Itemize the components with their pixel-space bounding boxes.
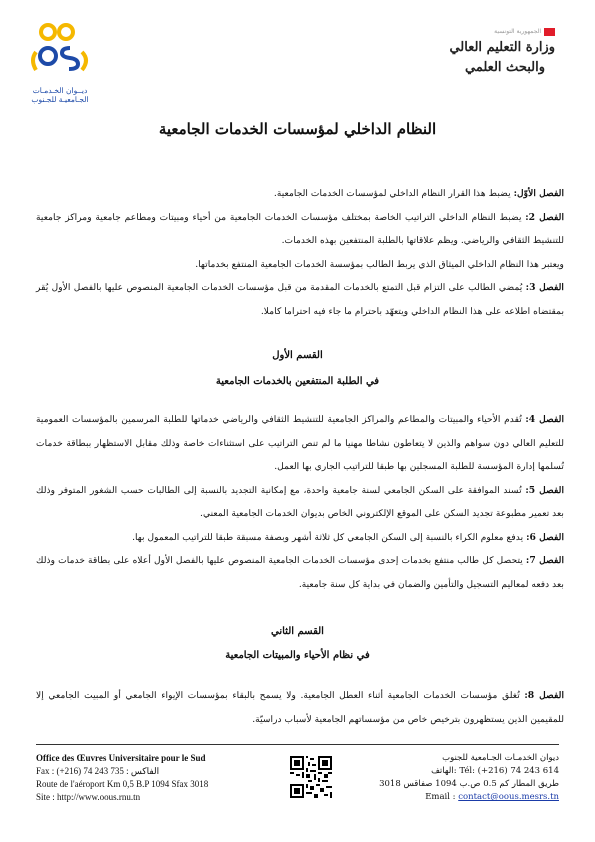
oous-logo-graphic	[28, 22, 108, 82]
article-5-text: تُسند الموافقة على السكن الجامعي لسنة جامعية واحدة، مع إمكانية التجديد بالنسبة إلى الطالبات حسب الشغور المتوفر وذلك بعد تعمير مطبوعة تجديد السكن على الموقع الإلكتروني الخاص بديوان الخدمات الجامعية المعني.	[36, 484, 564, 519]
article-3-text: يُمضي الطالب على التزام قبل التمتع بالخدمات المقدمة من قبل مؤسسات الخدمات الجامعية المنصوص عليها بالفصل الأول يُقر بمقتضاه اطلاعه على هذا النظام الداخلي ويتعهّد باحترام ما جاء فيه احتراما كاملا.	[36, 282, 564, 317]
footer-email-row	[349, 791, 559, 804]
footer-org-fr: Office des Œuvres Universitaire pour le Sud	[36, 753, 206, 763]
article-2-text: يضبط النظام الداخلي التراتيب الخاصة بمختلف مؤسسات الخدمات الجامعية من أحياء ومبيتات ومطاعم جامعية ومراكز جامعية للتنشيط الثقافي والرياضي. ويظم علاقاتها بالطلبة المنتفعين بهذه الخدمات.	[36, 211, 564, 246]
article-8	[36, 684, 564, 731]
article-4-label: الفصل 4:	[525, 414, 564, 425]
article-5	[36, 479, 564, 526]
paragraph-group-1	[36, 182, 564, 323]
logo-arabic-line1: ديــوان الخـدمـات	[32, 86, 88, 95]
footer-email-link[interactable]: contact@oous.mesrs.tn	[458, 792, 559, 802]
article-8-label: الفصل 8:	[524, 690, 564, 701]
article-3-label: الفصل 3:	[525, 282, 564, 293]
article-1-text: يضبط هذا القرار النظام الداخلي لمؤسسات الخدمات الجامعية.	[273, 188, 514, 199]
logo-arabic-line2: الجـامعيـة للجـنوب	[31, 95, 89, 104]
footer-fax: Fax : (+216) 74 243 735 : الفاكس	[36, 766, 160, 776]
footer-arabic	[349, 752, 559, 804]
footer-french	[36, 752, 266, 804]
qr-code-icon	[290, 756, 332, 798]
article-6-text: يدفع معلوم الكراء بالنسبة إلى السكن الجامعي كل ثلاثة أشهر وبصفة مسبقة طبقا للتراتيب المعمول بها.	[132, 531, 527, 543]
footer-address-ar: طريق المطار كم 0.5 ص.ب 1094 صفاقس 3018	[379, 779, 559, 789]
oous-logo	[28, 22, 108, 112]
article-2-note	[36, 253, 564, 277]
article-1	[36, 182, 564, 206]
article-2	[36, 206, 564, 253]
article-3	[36, 276, 564, 323]
ministry-line1: وزارة التعليم العالي	[449, 40, 555, 55]
article-7-text: يتحصل كل طالب منتفع بخدمات إحدى مؤسسات الخدمات الجامعية المنصوص عليها بالفصل الأول أعلاه على بطاقة خدمات وذلك بعد دفعه لمعاليم التسجيل والتأمين والضمان في بداية كل سنة جامعية.	[36, 555, 564, 590]
tunisia-flag-icon	[544, 28, 555, 36]
article-5-label: الفصل 5:	[525, 484, 564, 496]
footer-org-ar: ديوان الخدمـات الجـامعية للجنوب	[442, 753, 559, 763]
footer-site[interactable]: Site : http://www.oous.rnu.tn	[36, 792, 141, 802]
footer-divider	[36, 744, 559, 745]
footer-address-fr: Route de l'aéroport Km 0,5 B.P 1094 Sfax 3018	[36, 779, 209, 789]
article-4-text: تُقدم الأحياء والمبيتات والمطاعم والمراكز الجامعية للتنشيط الثقافي والرياضي خدماتها للطلبة المرسمين بالمؤسسات العمومية للتعليم العالي دون سواهم والذين لا يتعاطون نشاطا مهنيا ما لم تنص التراتيب على استثناءات خاصة وذلك مقابل الاستظهار ببطاقة خدمات تُسلمها إدارة المؤسسة للطلبة المسجلين بها طبقا للتراتيب الجاري بها العمل.	[36, 414, 564, 472]
republic-text: الجمهورية التونسية	[494, 28, 541, 35]
paragraph-group-3	[36, 684, 564, 731]
article-7-label: الفصل 7:	[525, 555, 564, 566]
section-2-subheading: في نظام الأحياء والمبيتات الجامعية	[225, 650, 370, 661]
article-4	[36, 408, 564, 479]
article-2-label: الفصل 2:	[525, 211, 564, 223]
article-6	[36, 526, 564, 550]
page-title: النظام الداخلي لمؤسسات الخدمات الجامعية	[158, 120, 437, 138]
article-8-text: تُغلق مؤسسات الخدمات الجامعية أثناء العطل الجامعية. ولا يسمح بالبقاء بمؤسسات الإيواء الجامعي أو المبيت الجامعي إلا للمقيمين الذين يستظهرون بترخيص خاص من مؤسساتهم الجامعية لأسباب دراسيّة.	[36, 690, 564, 725]
article-2-note-text: ويعتبر هذا النظام الداخلي الميثاق الذي يربط الطالب بمؤسسة الخدمات الجامعية المنتفع بخدماتها.	[195, 258, 564, 270]
section-1-subheading: في الطلبة المنتفعين بالخدمات الجامعية	[215, 376, 380, 387]
section-1-heading: القسم الأول	[272, 350, 323, 361]
footer-tel: Tél: (+216) 74 243 614 :الهاتف	[431, 766, 559, 776]
ministry-logo	[440, 28, 555, 88]
section-2-heading: القسم الثاني	[271, 626, 324, 637]
article-7	[36, 549, 564, 596]
paragraph-group-2	[36, 408, 564, 596]
article-6-label: الفصل 6:	[526, 531, 564, 543]
ministry-line2: والبحث العلمي	[465, 60, 545, 75]
article-1-label: الفصل الأوّل:	[513, 188, 564, 199]
footer-email-label: Email :	[425, 792, 456, 802]
